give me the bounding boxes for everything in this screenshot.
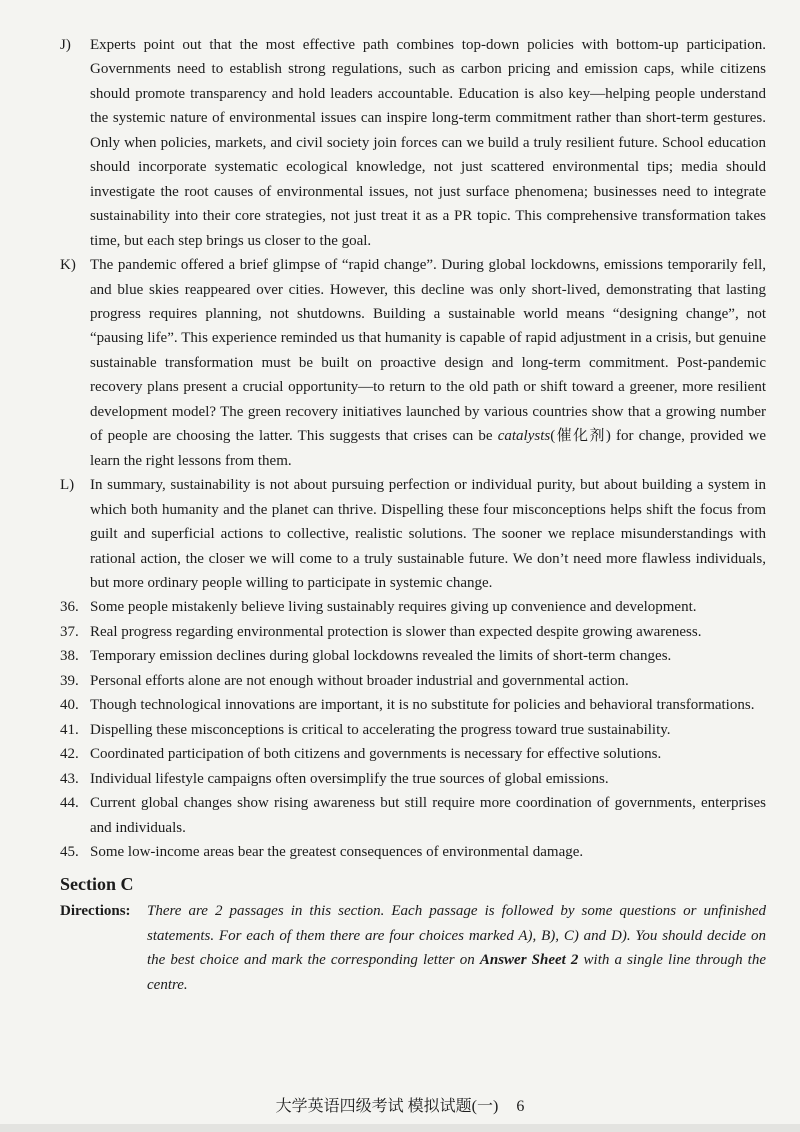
question-number: 44. xyxy=(60,795,79,812)
question-item xyxy=(60,595,766,619)
question-item xyxy=(60,742,766,766)
question-number: 41. xyxy=(60,721,79,738)
section-directions xyxy=(60,899,766,997)
page-footer xyxy=(0,1095,800,1119)
paragraph-label: L) xyxy=(60,477,75,494)
section-title: Section C xyxy=(60,874,134,895)
question-text: Real progress regarding environmental protection is slower than expected despite growing awareness. xyxy=(90,623,702,640)
question-text: Personal efforts alone are not enough without broader industrial and governmental action. xyxy=(90,672,629,689)
question-number: 40. xyxy=(60,697,79,714)
question-item xyxy=(60,840,766,864)
footer-title: 大学英语四级考试 模拟试题(一) xyxy=(275,1098,499,1115)
question-item xyxy=(60,767,766,791)
question-text: Dispelling these misconceptions is critical to accelerating the progress toward true sustainability. xyxy=(90,721,671,738)
question-item xyxy=(60,644,766,668)
question-number: 43. xyxy=(60,770,79,787)
page-number: 6 xyxy=(516,1098,525,1115)
paragraph-text: In summary, sustainability is not about pursuing perfection or individual purity, but about building a system in which both humanity and the planet can thrive. Dispelling these four misconceptions helps shift the focus from guilt and superficial actions to collective, realistic solutions. The sooner we replace misunderstandings with rational action, the closer we will come to a truly sustainable future. We don’t need more flawless individuals, but more ordinary people willing to participate in systemic change. xyxy=(90,477,766,591)
question-item xyxy=(60,718,766,742)
passage-paragraph-l xyxy=(60,473,766,595)
paragraph-text: The pandemic offered a brief glimpse of “rapid change”. During global lockdowns, emissions temporarily fell, and blue skies reappeared over cities. However, this decline was only short-lived, demonstrating that lasting progress requires planning, not shutdowns. Building a sustainable world means “designing change”, not “pausing life”. This experience reminded us that humanity is capable of rapid adjustment in a crisis, but genuine sustainable transformation must be built on proactive design and long-term commitment. Post-pandemic recovery plans present a crucial opportunity—to return to the old path or shift toward a greener, more resilient development model? The green recovery initiatives launched by various countries show that a growing number of people are choosing the latter. This suggests that crises can be xyxy=(90,257,766,445)
question-text: Individual lifestyle campaigns often oversimplify the true sources of global emissions. xyxy=(90,770,609,787)
question-number: 37. xyxy=(60,623,79,640)
directions-text-end: with a single line through the centre. xyxy=(147,952,767,993)
question-item xyxy=(60,791,766,840)
passage-paragraph-k xyxy=(60,253,766,473)
question-number: 42. xyxy=(60,746,79,763)
passage-paragraph-j xyxy=(60,33,766,253)
paragraph-label: K) xyxy=(60,257,76,274)
directions-label: Directions: xyxy=(60,903,131,920)
scan-bottom-edge xyxy=(0,1124,800,1132)
paragraph-text: Experts point out that the most effective path combines top-down policies with bottom-up participation. Governments need to establish strong regulations, such as carbon pricing and emission caps, while citizens should promote transparency and hold leaders accountable. Education is also key—helping people understand the systemic nature of environmental issues can inspire long-term commitment rather than short-term gestures. Only when policies, markets, and civil society join forces can we build a truly resilient future. School education should incorporate systematic ecological knowledge, not just scattered environmental tips; media should investigate the root causes of environmental issues, not just surface phenomena; businesses need to integrate sustainability into their core strategies, not just treat it as a PR topic. This comprehensive transformation takes time, but each step brings us closer to the goal. xyxy=(90,37,766,249)
question-item xyxy=(60,693,766,717)
question-text: Though technological innovations are important, it is no substitute for policies and behavioral transformations. xyxy=(90,697,755,714)
page-content xyxy=(60,33,766,997)
question-number: 39. xyxy=(60,672,79,689)
question-text: Some low-income areas bear the greatest consequences of environmental damage. xyxy=(90,843,584,860)
paragraph-label: J) xyxy=(60,37,71,53)
paragraph-text-end: for change, provided we learn the right lessons from them. xyxy=(90,428,766,469)
answer-sheet-reference: Answer Sheet 2 xyxy=(479,952,579,969)
question-item xyxy=(60,669,766,693)
chinese-gloss: (催化剂) xyxy=(550,428,611,445)
question-number: 45. xyxy=(60,843,79,860)
question-text: Coordinated participation of both citizens and governments is necessary for effective solutions. xyxy=(90,746,662,763)
question-number: 38. xyxy=(60,648,79,665)
glossed-term: catalysts xyxy=(497,428,551,445)
directions-text: There are 2 passages in this section. Each passage is followed by some questions or unfinished statements. For each of them there are four choices marked A), B), C) and D). You should decide on the best choice and mark the corresponding letter on xyxy=(147,903,766,969)
question-text: Some people mistakenly believe living sustainably requires giving up convenience and development. xyxy=(90,599,697,616)
question-text: Temporary emission declines during global lockdowns revealed the limits of short-term changes. xyxy=(90,648,672,665)
question-number: 36. xyxy=(60,599,79,616)
question-item xyxy=(60,620,766,644)
question-text: Current global changes show rising awareness but still require more coordination of governments, enterprises and individuals. xyxy=(90,795,766,836)
